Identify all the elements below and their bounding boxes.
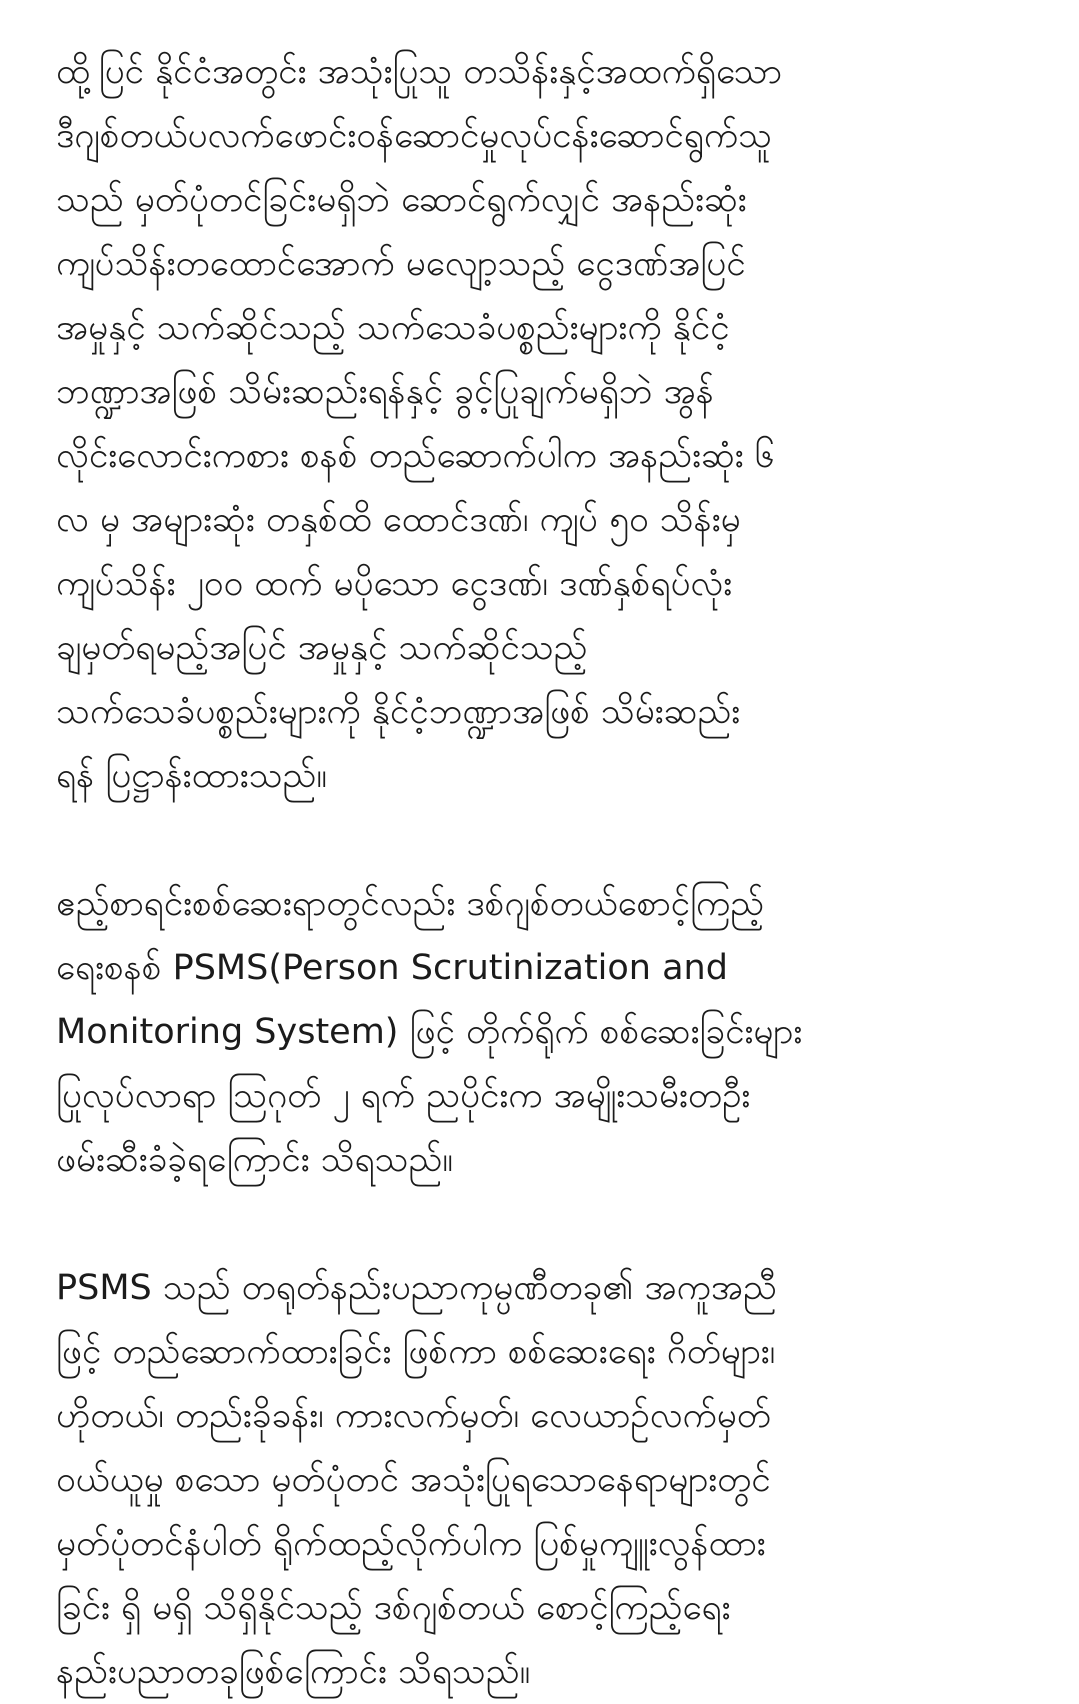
article-paragraph-psms-inspection: ဧည့်စာရင်းစစ်ဆေးရာတွင်လည်း ဒစ်ဂျစ်တယ်စောင့်ကြည့် ရေးစနစ် PSMS(Person Scrutinization and Monitoring System) ဖြင့် တိုက်ရိုက် စစ်ဆေးခြင်းများ ပြုလုပ်လာရာ ဩဂုတ် ၂ ရက် ညပိုင်းက အမျိုးသမီးတဦး ဖမ်းဆီးခံခဲ့ရကြောင်း သိရသည်။: [56, 884, 803, 1180]
article-paragraph-psms-description: PSMS သည် တရုတ်နည်းပညာကုမ္ပဏီတခု၏ အကူအညီ ဖြင့် တည်ဆောက်ထားခြင်း ဖြစ်ကာ စစ်ဆေးရေး ဂိတ်များ၊ ဟိုတယ်၊ တည်းခိုခန်း၊ ကားလက်မှတ်၊ လေယာဉ်လက်မှတ် ဝယ်ယူမှု စသော မှတ်ပုံတင် အသုံးပြုရသောနေရာများတွင် မှတ်ပုံတင်နံပါတ် ရိုက်ထည့်လိုက်ပါက ပြစ်မှုကျူးလွန်ထား ခြင်း ရှိ မရှိ သိရှိနိုင်သည့် ဒစ်ဂျစ်တယ် စောင့်ကြည့်ရေး နည်းပညာတခုဖြစ်ကြောင်း သိရသည်။: [56, 1268, 777, 1692]
article-paragraph-penalties: ထို့ပြင် နိုင်ငံအတွင်း အသုံးပြုသူ တသိန်းနှင့်အထက်ရှိသော ဒီဂျစ်တယ်ပလက်ဖောင်းဝန်ဆောင်မှုလုပ်ငန်းဆောင်ရွက်သူ သည် မှတ်ပုံတင်ခြင်းမရှိဘဲ ဆောင်ရွက်လျှင် အနည်းဆုံး ကျပ်သိန်းတထောင်အောက် မလျော့သည့် ငွေဒဏ်အပြင် အမှုနှင့် သက်ဆိုင်သည့် သက်သေခံပစ္စည်းများကို နိုင်ငံ့ ဘဏ္ဍာအဖြစ် သိမ်းဆည်းရန်နှင့် ခွင့်ပြုချက်မရှိဘဲ အွန် လိုင်းလောင်းကစား စနစ် တည်ဆောက်ပါက အနည်းဆုံး ၆ လ မှ အများဆုံး တနှစ်ထိ ထောင်ဒဏ်၊ ကျပ် ၅၀ သိန်းမှ ကျပ်သိန်း ၂၀၀ ထက် မပိုသော ငွေဒဏ်၊ ဒဏ်နှစ်ရပ်လုံး ချမှတ်ရမည့်အပြင် အမှုနှင့် သက်ဆိုင်သည့် သက်သေခံပစ္စည်းများကို နိုင်ငံ့ဘဏ္ဍာအဖြစ် သိမ်းဆည်း ရန် ပြဋ္ဌာန်းထားသည်။: [56, 52, 782, 796]
